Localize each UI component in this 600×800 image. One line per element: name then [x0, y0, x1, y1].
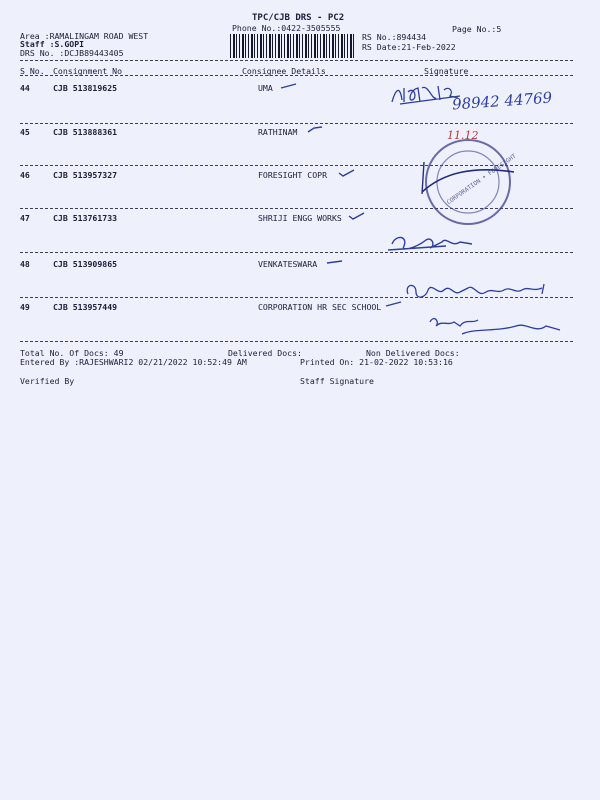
- row-sno: 46: [20, 170, 30, 180]
- row-divider: [20, 123, 573, 124]
- row-consignee: UMA: [258, 83, 273, 93]
- tick-mark-icon: [306, 126, 324, 134]
- area-label: Area :RAMALINGAM ROAD WEST: [20, 31, 149, 41]
- row-sno: 45: [20, 127, 30, 137]
- signature-row-49: [402, 280, 552, 306]
- row-consignee: VENKATESWARA: [258, 259, 318, 269]
- column-header-sno: S No.: [20, 66, 45, 76]
- total-docs: Total No. Of Docs: 49: [20, 348, 124, 358]
- non-delivered-docs: Non Delivered Docs:: [366, 348, 460, 358]
- drs-number: DRS No. :DCJB89443405: [20, 48, 124, 58]
- column-header-consignee: Consignee Details: [242, 66, 326, 76]
- page-number: Page No.:5: [452, 24, 502, 34]
- row-consignee: CORPORATION HR SEC SCHOOL: [258, 302, 382, 312]
- row-consignment: CJB 513957449: [53, 302, 118, 312]
- company-stamp: [414, 132, 522, 228]
- column-header-divider: [20, 75, 573, 76]
- row-consignment: CJB 513819625: [53, 83, 118, 93]
- row-divider: [20, 165, 573, 166]
- handwritten-mark: 11.12: [447, 129, 479, 142]
- phone-number: Phone No.:0422-3505555: [232, 23, 341, 33]
- document-title: TPC/CJB DRS - PC2: [252, 13, 345, 23]
- tick-mark-icon: [338, 169, 356, 177]
- row-divider: [20, 252, 573, 253]
- staff-signature: Staff Signature: [300, 376, 374, 386]
- row-sno: 48: [20, 259, 30, 269]
- signature-row-47: [386, 232, 486, 254]
- staff-label: Staff :S.GOPI: [20, 39, 85, 49]
- handwritten-phone: 98942 44769: [451, 88, 553, 114]
- row-consignment: CJB 513888361: [53, 127, 118, 137]
- printed-on: Printed On: 21-02-2022 10:53:16: [300, 357, 453, 367]
- entered-by: Entered By :RAJESHWARI2 02/21/2022 10:52:49 AM: [20, 357, 247, 367]
- row-consignment: CJB 513761733: [53, 213, 118, 223]
- stamp-text: CORPORATION • FORESIGHT: [445, 152, 518, 207]
- tick-mark-icon: [348, 212, 366, 220]
- tick-mark-icon: [385, 300, 403, 308]
- rs-date: RS Date:21-Feb-2022: [362, 42, 456, 52]
- row-sno: 44: [20, 83, 30, 93]
- row-consignee: FORESIGHT COPR: [258, 170, 328, 180]
- row-sno: 49: [20, 302, 30, 312]
- verified-by: Verified By: [20, 376, 75, 386]
- barcode-image: [230, 34, 354, 58]
- row-sno: 47: [20, 213, 30, 223]
- tick-mark-icon: [326, 258, 344, 266]
- rs-number: RS No.:894434: [362, 32, 427, 42]
- row-divider: [20, 297, 573, 298]
- header-divider: [20, 60, 573, 61]
- column-header-signature: Signature: [424, 66, 469, 76]
- row-divider: [20, 208, 573, 209]
- table-bottom-divider: [20, 341, 573, 342]
- row-consignee: SHRIJI ENGG WORKS: [258, 213, 342, 223]
- column-header-consignment: Consignment No: [53, 66, 123, 76]
- row-consignee: RATHINAM: [258, 127, 298, 137]
- delivered-docs: Delivered Docs:: [228, 348, 302, 358]
- signature-row-49-extra: [426, 312, 566, 338]
- row-consignment: CJB 513909865: [53, 259, 118, 269]
- tick-mark-icon: [280, 82, 298, 90]
- row-consignment: CJB 513957327: [53, 170, 118, 180]
